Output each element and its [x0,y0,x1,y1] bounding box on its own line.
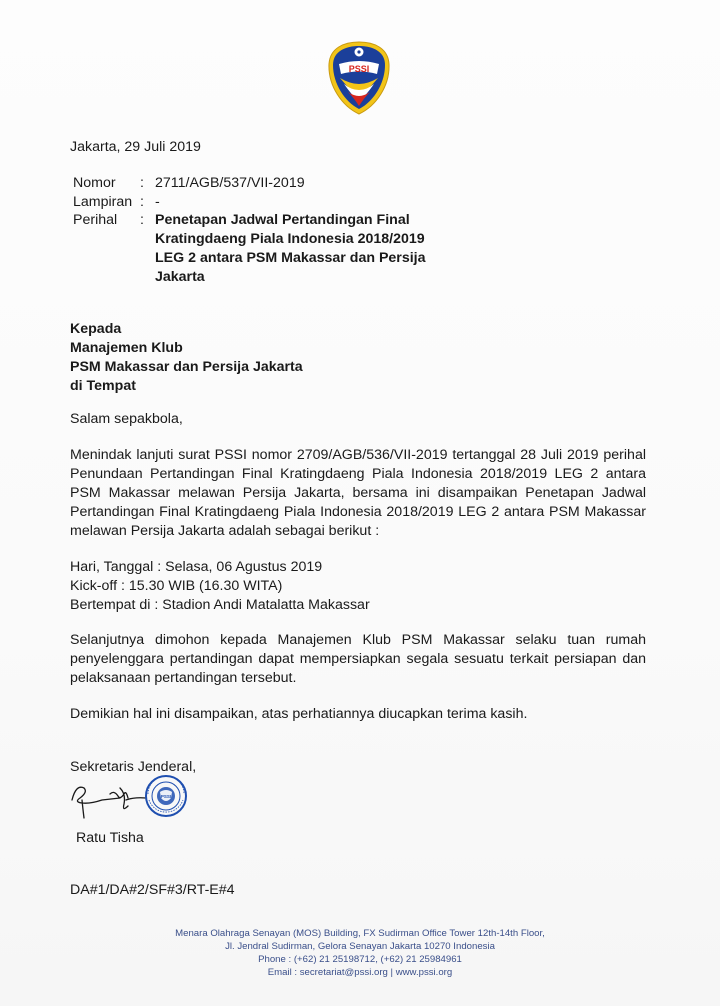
paragraph-line: Selanjutnya dimohon kepada Manajemen Klub PSM Makassar selaku tuan rumah [70,632,646,648]
lampiran-value: - [155,194,160,210]
perihal-line: Kratingdaeng Piala Indonesia 2018/2019 [155,231,425,247]
closing-sentence: Demikian hal ini disampaikan, atas perhatiannya diucapkan terima kasih. [70,706,528,722]
logo-text: PSSI [348,64,370,74]
paragraph-line: Penundaan Pertandingan Final Kratingdaeng Piala Indonesia 2018/2019 LEG 2 antara [70,466,646,482]
schedule-date: Hari, Tanggal : Selasa, 06 Agustus 2019 [70,559,323,575]
perihal-line: Penetapan Jadwal Pertandingan Final [155,212,410,228]
paragraph-line: Pertandingan Final Kratingdaeng Piala Indonesia 2018/2019 LEG 2 antara PSM Makassar [70,504,646,520]
nomor-label: Nomor [73,175,116,191]
nomor-value: 2711/AGB/537/VII-2019 [155,175,305,191]
footer-phone: Phone : (+62) 21 25198712, (+62) 21 25984961 [258,954,462,965]
greeting: Salam sepakbola, [70,411,183,427]
paragraph-line: melawan Persija Jakarta adalah sebagai berikut : [70,523,380,539]
paragraph-line: Menindak lanjuti surat PSSI nomor 2709/AGB/536/VII-2019 tertanggal 28 Juli 2019 perihal [70,447,646,463]
perihal-line: LEG 2 antara PSM Makassar dan Persija [155,250,426,266]
perihal-line: Jakarta [155,269,205,285]
schedule-venue: Bertempat di : Stadion Andi Matalatta Makassar [70,597,370,613]
paragraph-line: penyelenggara pertandingan dapat mempersiapkan segala sesuatu terkait persiapan dan [70,651,646,667]
recipient-line: Manajemen Klub [70,340,183,356]
signatory-name: Ratu Tisha [76,830,144,846]
perihal-colon: : [140,212,144,228]
paragraph-line: PSM Makassar melawan Persija Jakarta, bersama ini disampaikan Penetapan Jadwal [70,485,646,501]
recipient-line: di Tempat [70,378,136,394]
footer-email: Email : secretariat@pssi.org | www.pssi.org [267,967,453,978]
paragraph-line: pelaksanaan pertandingan tersebut. [70,670,297,686]
pssi-logo [326,40,392,116]
lampiran-colon: : [140,194,144,210]
handwritten-signature [72,787,146,818]
signature-title: Sekretaris Jenderal, [70,759,197,775]
letter-date: Jakarta, 29 Juli 2019 [70,139,201,155]
lampiran-label: Lampiran [73,194,133,210]
official-stamp [146,776,186,816]
nomor-colon: : [140,175,144,191]
recipient-line: PSM Makassar dan Persija Jakarta [70,359,303,375]
recipient-line: Kepada [70,321,122,337]
footer-address: Menara Olahraga Senayan (MOS) Building, FX Sudirman Office Tower 12th-14th Floor, [175,928,545,939]
perihal-label: Perihal [73,212,118,228]
footer-address: Jl. Jendral Sudirman, Gelora Senayan Jakarta 10270 Indonesia [225,941,495,952]
svg-text:PSSI: PSSI [160,794,172,799]
schedule-kickoff: Kick-off : 15.30 WIB (16.30 WITA) [70,578,283,594]
reference-code: DA#1/DA#2/SF#3/RT-E#4 [70,882,235,898]
signature-and-stamp [62,770,202,824]
